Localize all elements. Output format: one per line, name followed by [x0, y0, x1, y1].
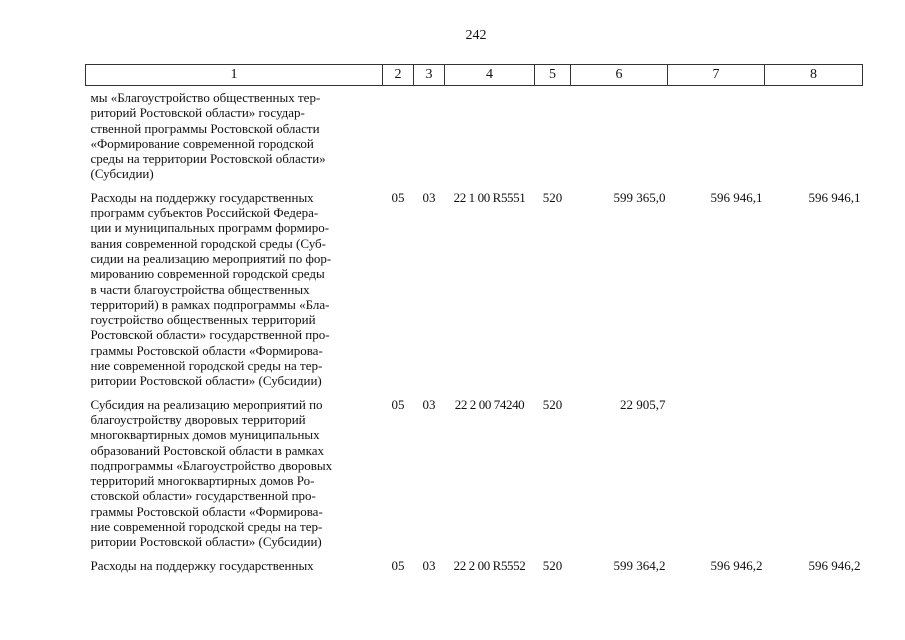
row-amount-col8	[765, 86, 863, 182]
row-amount-col8: 596 946,1	[808, 189, 861, 205]
row-amount-col8	[765, 389, 863, 550]
row-description: Расходы на поддержку государственных программ субъектов Российской Федера- ции и муниципальных программ формиро- вания современной городской среды (Суб- сидии на реализацию мероприятий по фор- мированию современной городской среды в части благоустройства общественных территорий) в рамках подпрограммы «Бла- гоустройство общественных территорий Ростовской области» государственной про- граммы Ростовской области «Формирова- ние современной городской среды на тер- ритории Ростовской области» (Субсидии)	[90, 189, 332, 389]
row-amount-col6	[571, 86, 668, 182]
row-description: Субсидия на реализацию мероприятий по благоустройству дворовых территорий многоквартирных домов муниципальных образований Ростовской области в рамках подпрограммы «Благоустройство дворовых территорий многоквартирных домов Ро- стовской области» государственной про- граммы Ростовской области «Формирова- ние современной городской среды на тер- ритории Ростовской области» (Субсидии)	[90, 396, 333, 550]
table-row	[86, 86, 863, 182]
row-expense-type: 520	[542, 396, 563, 412]
row-section-code	[383, 86, 414, 182]
row-amount-col8: 596 946,2	[808, 557, 861, 573]
row-amount-col6: 599 365,0	[613, 189, 666, 205]
row-target-code	[445, 86, 535, 182]
header-row	[86, 65, 863, 86]
table-row	[86, 550, 863, 573]
table-row	[86, 389, 863, 550]
header-col-1: 1	[86, 65, 383, 86]
row-target-code: 22 2 00 74240	[454, 396, 525, 412]
row-amount-col6: 22 905,7	[620, 396, 666, 412]
row-amount-col7	[668, 86, 765, 182]
row-target-code: 22 1 00 R5551	[453, 189, 526, 205]
row-section-code: 05	[391, 396, 405, 412]
row-amount-col6: 599 364,2	[613, 557, 666, 573]
header-col-8: 8	[765, 65, 863, 86]
header-col-4: 4	[445, 65, 535, 86]
header-col-6: 6	[571, 65, 668, 86]
row-target-code: 22 2 00 R5552	[453, 557, 526, 573]
row-amount-col7: 596 946,2	[710, 557, 763, 573]
budget-table	[85, 64, 863, 573]
row-subsection-code: 03	[422, 189, 436, 205]
row-description: Расходы на поддержку государственных	[90, 557, 314, 573]
row-subsection-code: 03	[422, 557, 436, 573]
header-col-2: 2	[383, 65, 414, 86]
row-expense-type: 520	[542, 557, 563, 573]
page-number: 242	[465, 28, 487, 43]
row-section-code: 05	[391, 557, 405, 573]
row-expense-type	[535, 86, 571, 182]
row-description: мы «Благоустройство общественных тер- риторий Ростовской области» государ- ственной программы Ростовской области «Формирование современной городской среды на территории Ростовской области» (Субсидии)	[90, 90, 326, 182]
header-col-7: 7	[668, 65, 765, 86]
row-section-code: 05	[391, 189, 405, 205]
row-subsection-code: 03	[422, 396, 436, 412]
row-subsection-code	[414, 86, 445, 182]
header-col-5: 5	[535, 65, 571, 86]
header-col-3: 3	[414, 65, 445, 86]
table-row	[86, 182, 863, 389]
row-amount-col7	[668, 389, 765, 550]
row-amount-col7: 596 946,1	[710, 189, 763, 205]
row-expense-type: 520	[542, 189, 563, 205]
